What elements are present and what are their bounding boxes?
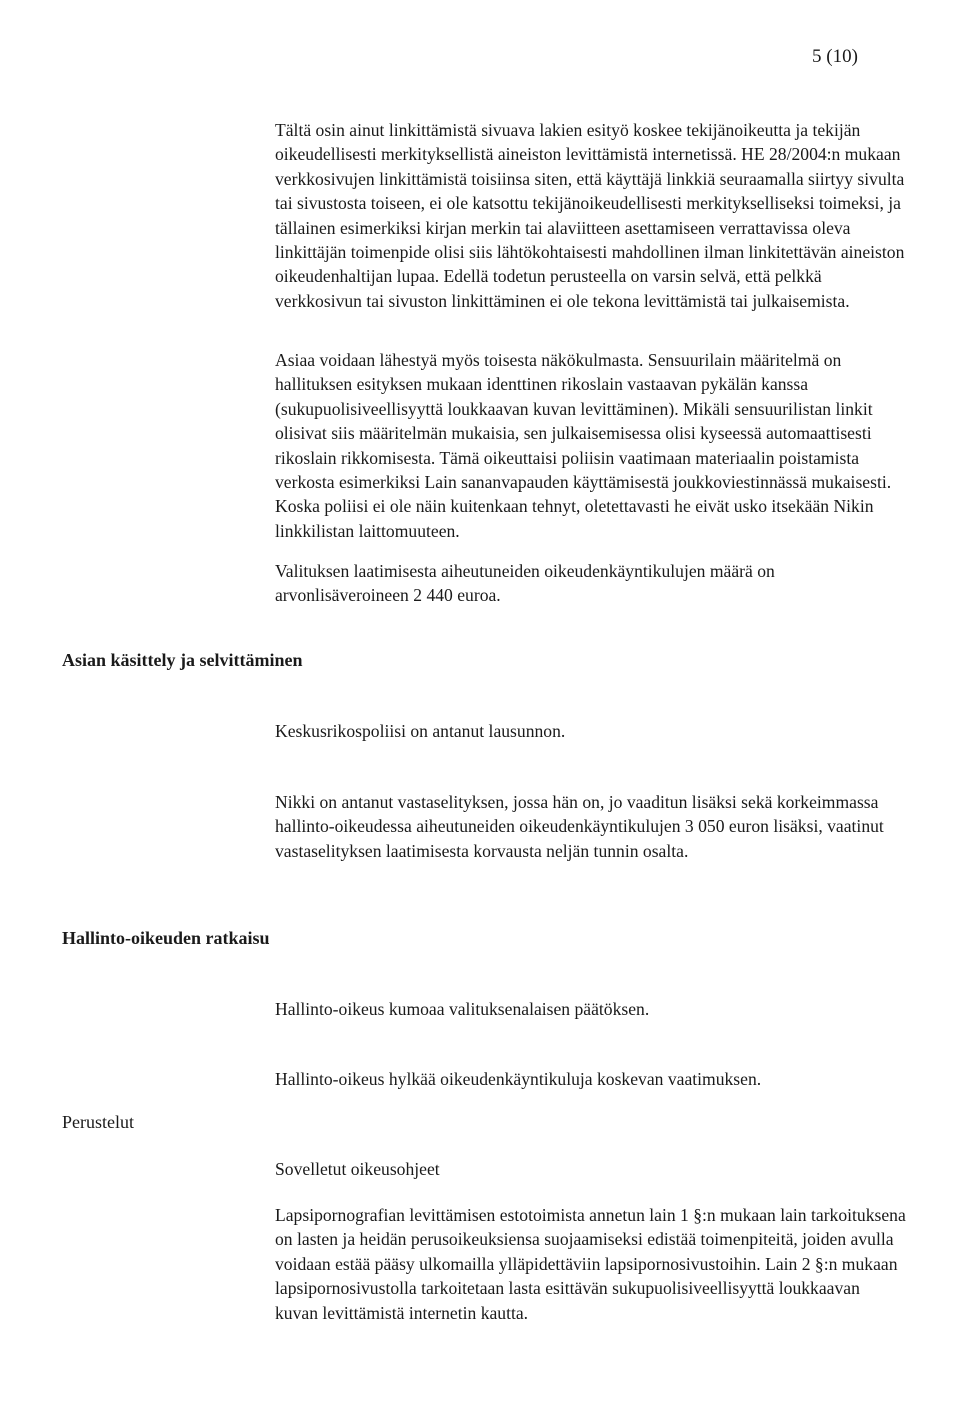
paragraph-decision-annulled: Hallinto-oikeus kumoaa valituksenalaisen päätöksen. [275,999,650,1019]
page-number: 5 (10) [812,46,858,67]
paragraph-costs-rejected: Hallinto-oikeus hylkää oikeudenkäyntikuluja koskevan vaatimuksen. [275,1069,762,1089]
heading-hallinto-oikeuden-ratkaisu: Hallinto-oikeuden ratkaisu [62,928,270,948]
paragraph-linking-copyright: Tältä osin ainut linkittämistä sivuava lakien esityö koskee tekijänoikeutta ja tekijän oikeudellisesti merkityksellistä aineiston levittämistä internetissä. HE 28/2004:n mukaan verkkosivujen linkittämistä toisiinsa siten, että käyttäjä linkkiä seuraamalla siirtyy sivulta tai sivustosta toiseen, ei ole katsottu tekijänoikeudellisesti merkitykselliseksi toimeksi, ja tällainen esimerkiksi kirjan merkin tai alaviitteen asettamiseen verrattavissa oleva linkittäjän toimenpide olisi siis lähtökohtaisesti mahdollinen ilman linkitettävän aineiston oikeudenhaltijan lupaa. Edellä todetun perusteella on varsin selvä, että pelkkä verkkosivun tai sivuston linkittäminen ei ole tekona levittämistä tai julkaisemista. [275,120,905,311]
subheading-applied-law: Sovelletut oikeusohjeet [275,1159,440,1179]
heading-asian-kasittely: Asian käsittely ja selvittäminen [62,650,303,670]
paragraph-appeal-costs: Valituksen laatimisesta aiheutuneiden oikeudenkäyntikulujen määrä on arvonlisäveroineen 2 440 euroa. [275,561,775,606]
paragraph-nikki-response: Nikki on antanut vastaselityksen, jossa hän on, jo vaaditun lisäksi sekä korkeimmassa hallinto-oikeudessa aiheutuneiden oikeudenkäyntikulujen 3 050 euron lisäksi, vaatinut vastaselityksen laatimisesta korvausta neljän tunnin osalta. [275,792,884,861]
side-label-perustelut: Perustelut [62,1112,134,1132]
paragraph-krp-statement: Keskusrikospoliisi on antanut lausunnon. [275,721,566,741]
paragraph-law-section: Lapsipornografian levittämisen estotoimista annetun lain 1 §:n mukaan lain tarkoituksena on lasten ja heidän perusoikeuksiensa suojaamiseksi edistää toimenpiteitä, joiden avulla voidaan estää pääsy ulkomailla ylläpidettäviin lapsipornosivustoihin. Lain 2 §:n mukaan lapsipornosivustolla tarkoitetaan lasta esittävän sukupuolisiveellisyyttä loukkaavan kuvan levittämistä internetin kautta. [275,1205,906,1323]
paragraph-censorship-definition: Asiaa voidaan lähestyä myös toisesta näkökulmasta. Sensuurilain määritelmä on hallituksen esityksen mukaan identtinen rikoslain vastaavan pykälän kanssa (sukupuolisiveellisyyttä loukkaavan kuvan levittäminen). Mikäli sensuurilistan linkit olisivat siis määritelmän mukaisia, sen julkaisemisessa olisi kyseessä automaattisesti rikoslain rikkomisesta. Tämä oikeuttaisi poliisin vaatimaan materiaalin poistamista verkosta esimerkiksi Lain sananvapauden käyttämisestä joukkoviestinnässä mukaisesti. Koska poliisi ei ole näin kuitenkaan tehnyt, oletettavasti he eivät usko itsekään Nikin linkkilistan laittomuuteen. [275,350,892,541]
